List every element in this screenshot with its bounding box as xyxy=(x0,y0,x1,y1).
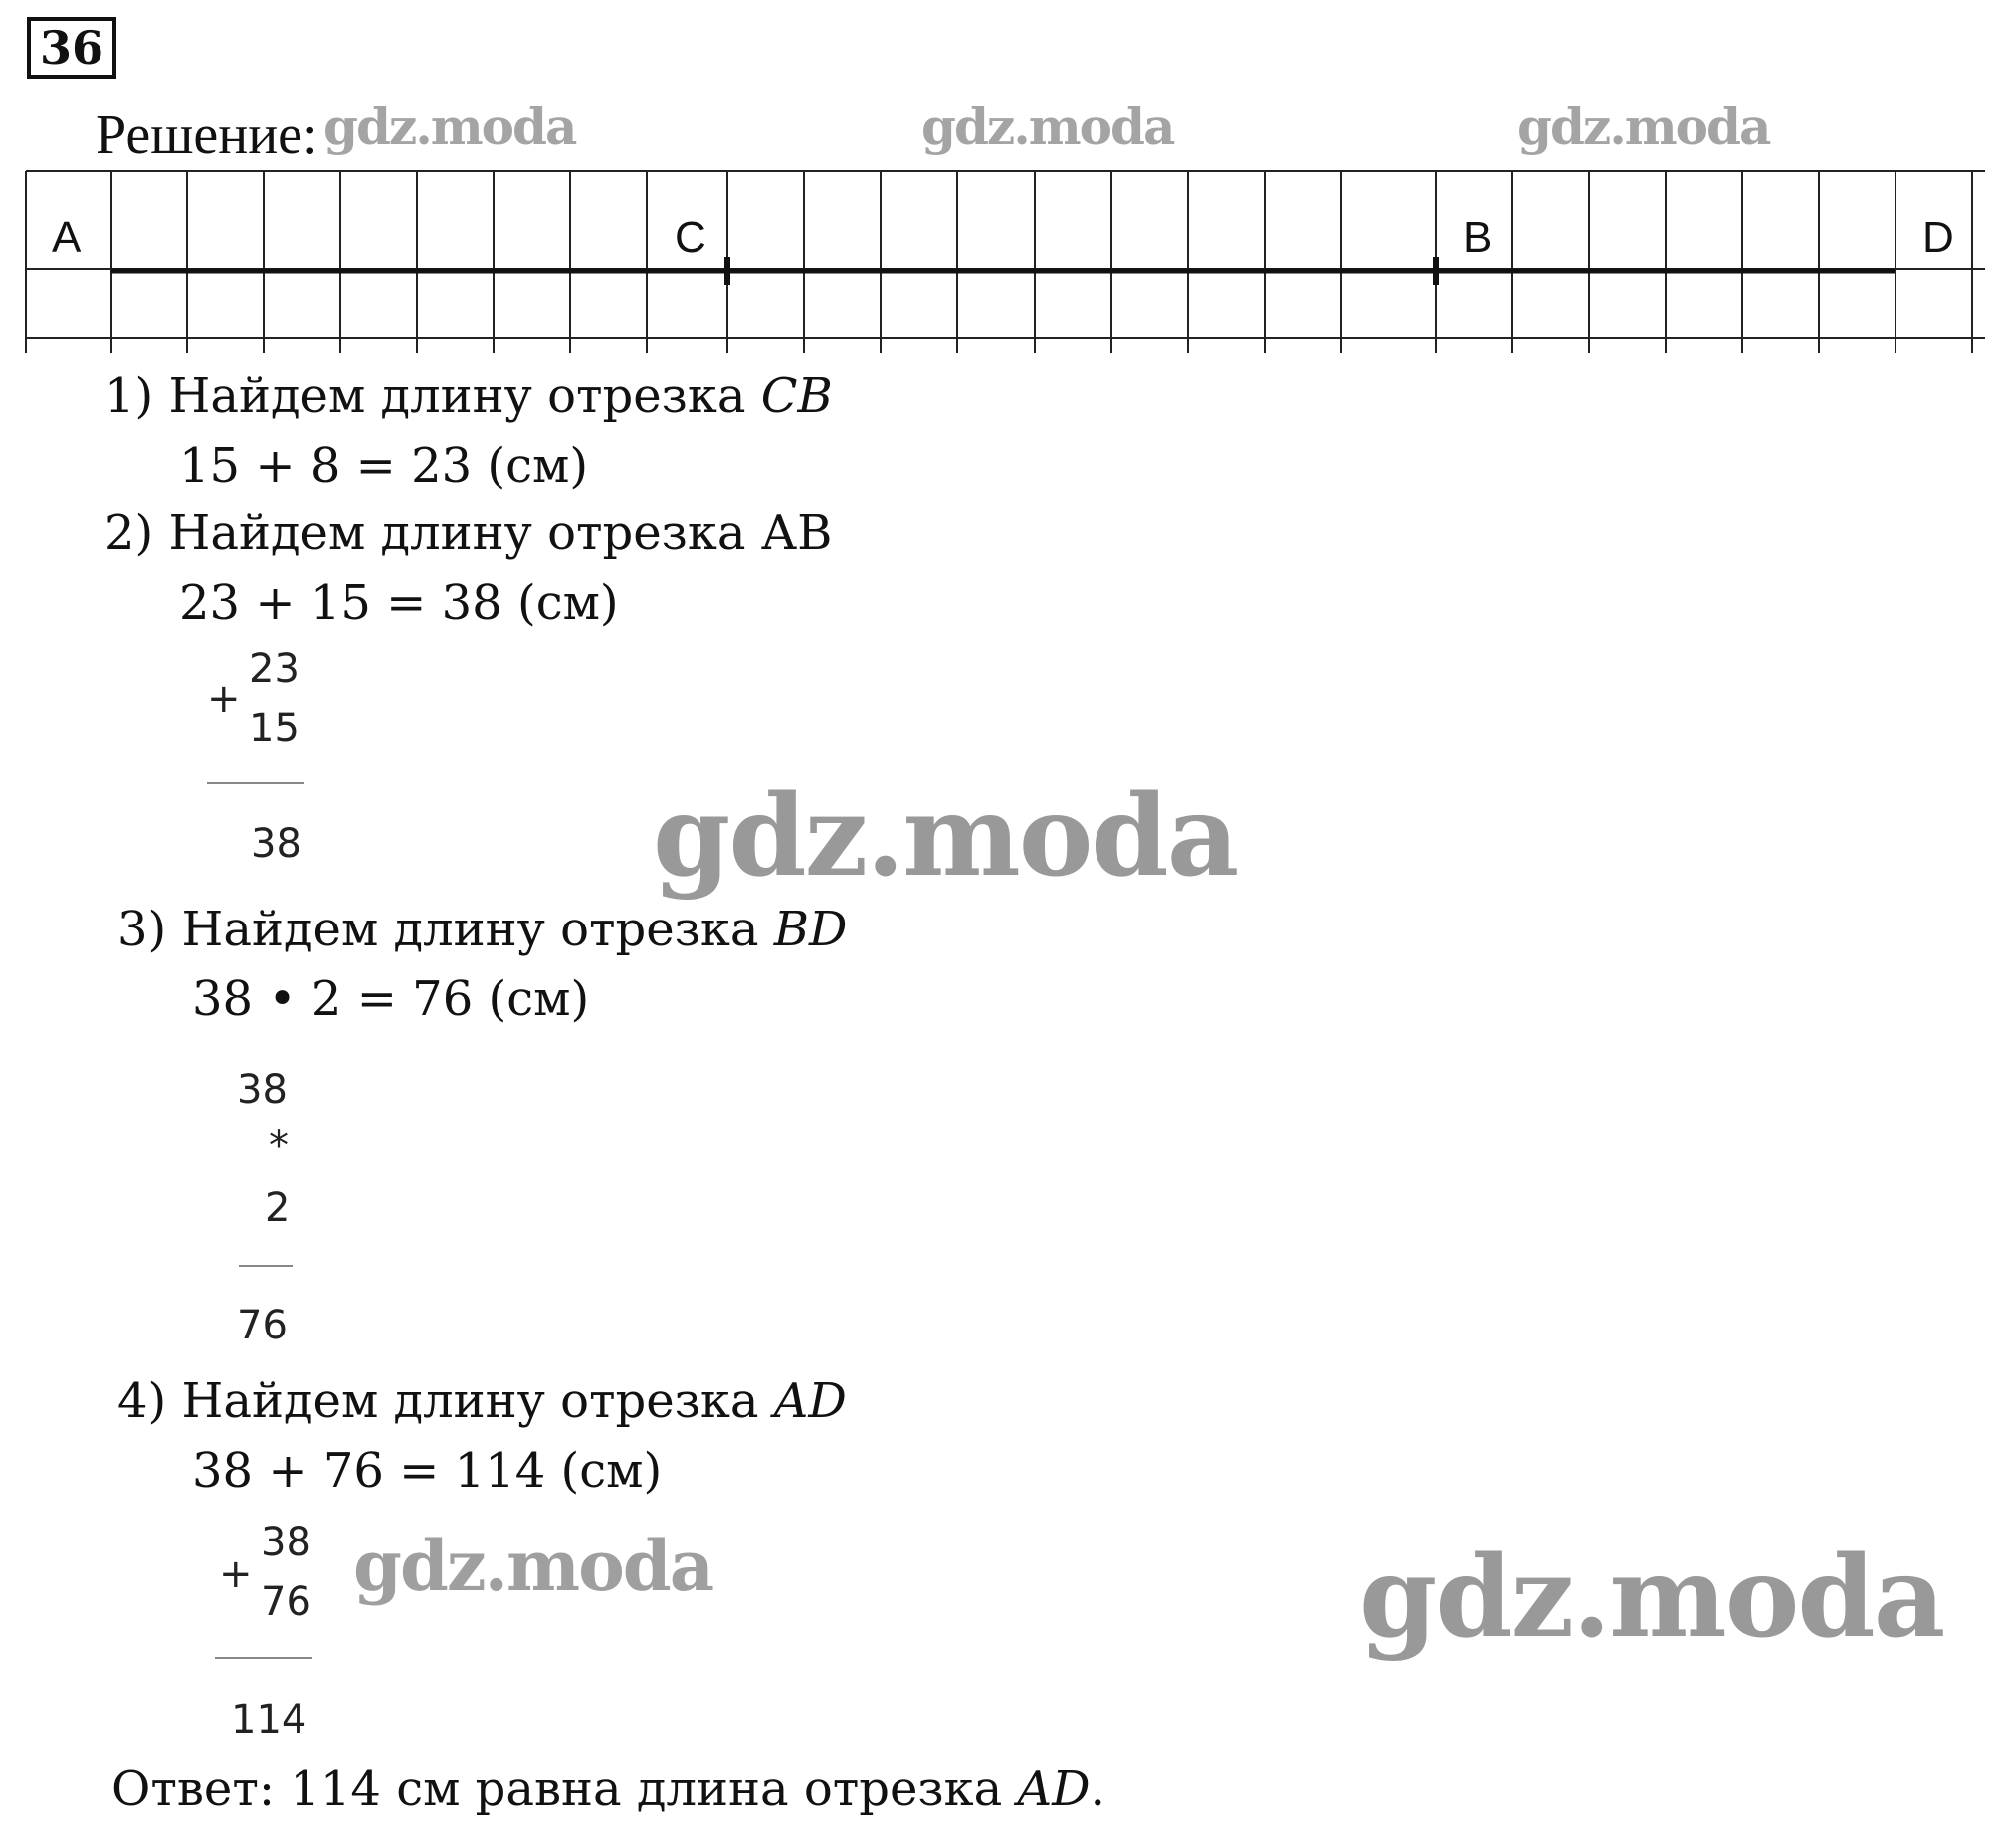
step-text: Найдем длину отрезка xyxy=(181,1373,774,1429)
column-2-bottom: 2 xyxy=(265,1185,291,1231)
point-d-label: D xyxy=(1922,213,1954,262)
step-text: Найдем длину отрезка АВ xyxy=(168,506,833,561)
step-text: Найдем длину отрезка xyxy=(168,368,761,424)
column-1-bottom: 15 xyxy=(249,706,299,751)
watermark: gdz.moda xyxy=(1359,1533,1944,1663)
segment-name: CB xyxy=(760,368,833,424)
solution-label: Решение: xyxy=(96,104,318,166)
watermark: gdz.moda xyxy=(653,771,1238,902)
point-b-label: B xyxy=(1463,213,1493,262)
step-2-title xyxy=(104,506,832,561)
segment-name: AD xyxy=(1017,1761,1091,1817)
step-number: 2) xyxy=(104,506,154,561)
step-3-title xyxy=(117,902,848,957)
column-3-top: 38 xyxy=(261,1520,311,1565)
step-4-calc: 38 + 76 = 114 (см) xyxy=(192,1443,663,1499)
step-number: 3) xyxy=(117,902,167,957)
column-3-sign: + xyxy=(219,1551,253,1597)
step-4-title xyxy=(117,1373,847,1429)
grid-lines xyxy=(26,171,1985,353)
column-1-sign: + xyxy=(207,676,241,721)
step-2-calc: 23 + 15 = 38 (см) xyxy=(179,575,619,631)
segment-grid xyxy=(0,149,1995,358)
column-1-top: 23 xyxy=(249,646,299,692)
column-2-rule xyxy=(239,1265,293,1267)
step-1-title xyxy=(104,368,833,424)
step-3-calc: 38 • 2 = 76 (см) xyxy=(192,971,590,1027)
answer-text: Ответ: 114 см равна длина отрезка xyxy=(111,1761,1018,1817)
step-1-calc: 15 + 8 = 23 (см) xyxy=(179,438,589,494)
watermark: gdz.moda xyxy=(353,1525,713,1607)
answer-end: . xyxy=(1090,1761,1105,1817)
step-number: 1) xyxy=(104,368,154,424)
point-a-label: A xyxy=(52,213,82,262)
watermark: gdz.moda xyxy=(1517,98,1770,156)
step-number: 4) xyxy=(117,1373,167,1429)
watermark: gdz.moda xyxy=(921,98,1174,156)
segment-name: BD xyxy=(773,902,848,957)
segment-name: AD xyxy=(773,1373,847,1429)
watermark: gdz.moda xyxy=(323,98,576,156)
column-1-rule xyxy=(207,782,304,784)
column-3-result: 114 xyxy=(231,1697,307,1743)
column-3-bottom: 76 xyxy=(261,1579,311,1625)
task-number: 36 xyxy=(27,17,116,79)
column-2-result: 76 xyxy=(237,1303,288,1348)
point-c-label: C xyxy=(675,213,706,262)
answer xyxy=(111,1761,1105,1817)
column-1-result: 38 xyxy=(251,821,301,867)
column-2-sign: * xyxy=(269,1124,289,1169)
column-3-rule xyxy=(215,1657,312,1659)
column-2-top: 38 xyxy=(237,1067,288,1113)
step-text: Найдем длину отрезка xyxy=(181,902,774,957)
